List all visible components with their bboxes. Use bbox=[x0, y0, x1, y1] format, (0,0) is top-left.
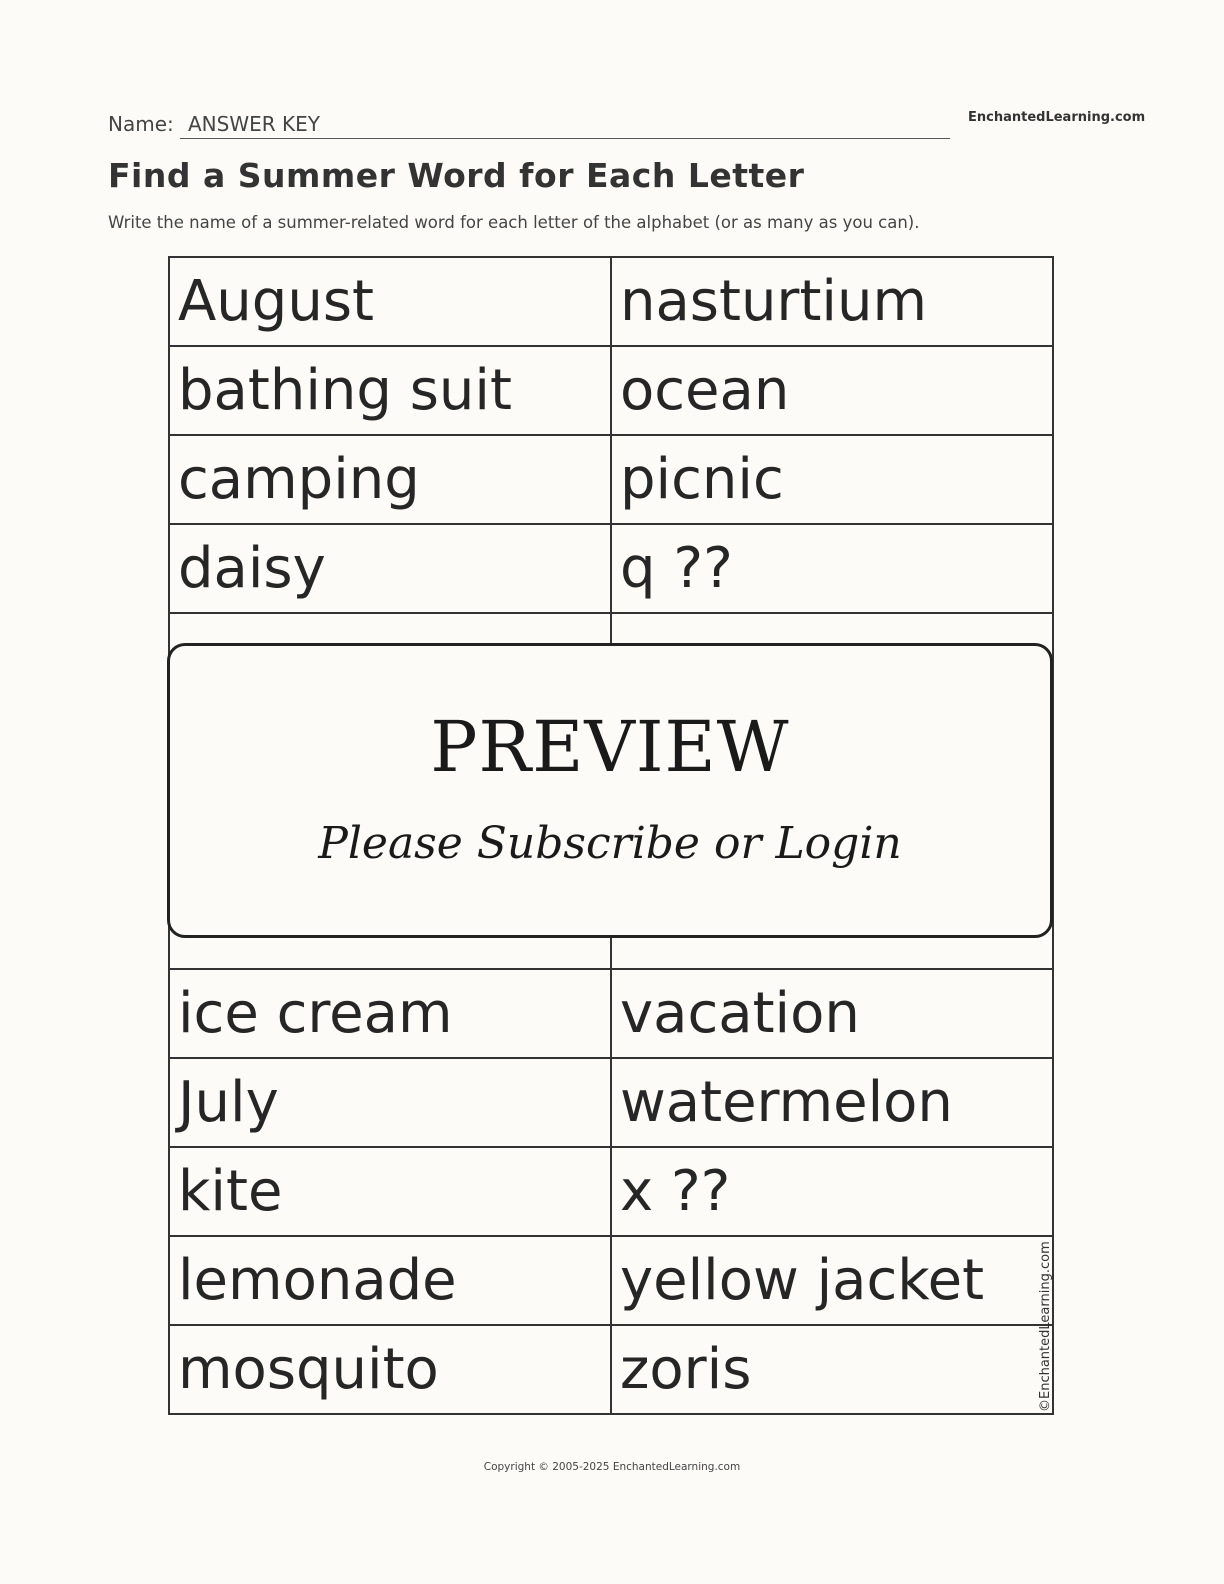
word-cell-left: lemonade bbox=[169, 1236, 611, 1325]
name-row bbox=[108, 108, 950, 140]
grid-row bbox=[169, 435, 1053, 524]
word-cell-right: x ?? bbox=[611, 1147, 1053, 1236]
word-cell-left: daisy bbox=[169, 524, 611, 613]
grid-row bbox=[169, 1236, 1053, 1325]
side-watermark: ©EnchantedLearning.com bbox=[1038, 1241, 1053, 1412]
word-cell-left: bathing suit bbox=[169, 346, 611, 435]
word-cell-right: nasturtium bbox=[611, 257, 1053, 346]
word-cell-right: picnic bbox=[611, 435, 1053, 524]
word-cell-left: July bbox=[169, 1058, 611, 1147]
word-cell-right: ocean bbox=[611, 346, 1053, 435]
page-title: Find a Summer Word for Each Letter bbox=[108, 156, 805, 195]
word-cell-right: q ?? bbox=[611, 524, 1053, 613]
grid-row bbox=[169, 1058, 1053, 1147]
preview-title: PREVIEW bbox=[430, 706, 790, 788]
grid-row bbox=[169, 969, 1053, 1058]
name-label: Name: bbox=[108, 112, 174, 136]
name-value: ANSWER KEY bbox=[188, 112, 320, 136]
grid-row bbox=[169, 257, 1053, 346]
word-cell-left: mosquito bbox=[169, 1325, 611, 1414]
word-cell-right: yellow jacket bbox=[611, 1236, 1053, 1325]
word-cell-right: vacation bbox=[611, 969, 1053, 1058]
word-cell-left: camping bbox=[169, 435, 611, 524]
grid-row bbox=[169, 524, 1053, 613]
preview-overlay[interactable] bbox=[167, 643, 1053, 938]
word-cell-left: August bbox=[169, 257, 611, 346]
copyright: Copyright © 2005-2025 EnchantedLearning.com bbox=[483, 1461, 741, 1473]
word-cell-left: ice cream bbox=[169, 969, 611, 1058]
word-cell-left: kite bbox=[169, 1147, 611, 1236]
site-brand: EnchantedLearning.com bbox=[968, 110, 1146, 125]
name-field bbox=[180, 110, 950, 139]
subscribe-login-prompt[interactable]: Please Subscribe or Login bbox=[318, 818, 902, 869]
grid-row bbox=[169, 1147, 1053, 1236]
word-cell-right: zoris bbox=[611, 1325, 1053, 1414]
grid-row bbox=[169, 346, 1053, 435]
word-cell-right: watermelon bbox=[611, 1058, 1053, 1147]
grid-row bbox=[169, 1325, 1053, 1414]
instructions: Write the name of a summer-related word for each letter of the alphabet (or as many as you can). bbox=[108, 213, 920, 232]
